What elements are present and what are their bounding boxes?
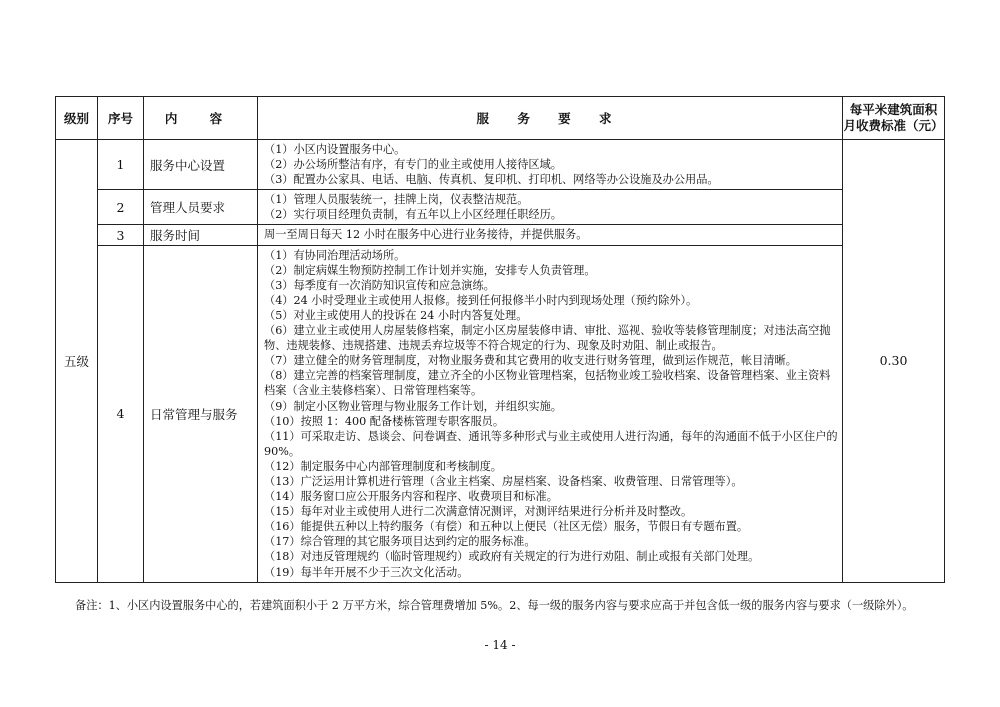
requirement-item: （1）管理人员服装统一，挂牌上岗，仪表整洁规范。 xyxy=(264,193,529,207)
requirement-item: （7）建立健全的财务管理制度，对物业服务费和其它费用的收支进行财务管理，做到运作规范，帐目清晰。 xyxy=(264,354,797,368)
requirement-item: （19）每半年开展不少于三次文化活动。 xyxy=(264,565,469,579)
table-row xyxy=(56,225,945,245)
header-fee xyxy=(843,97,945,140)
content-name-cell: 管理人员要求 xyxy=(144,190,258,225)
requirement-item: （6）建立业主或使用人房屋装修档案，制定小区房屋装修申请、审批、巡视、验收等装修管理制度；对违法高空抛物、违规装修、违规搭建、违规丢弃垃圾等不符合规定的行为、现象及时劝阻、制止或报告。 xyxy=(264,324,831,353)
requirement-item: （8）建立完善的档案管理制度，建立齐全的小区物业管理档案，包括物业竣工验收档案、设备管理档案、业主资料档案（含业主装修档案）、日常管理档案等。 xyxy=(264,369,831,398)
requirements-cell xyxy=(258,245,843,582)
requirements-cell xyxy=(258,225,843,245)
header-fee-line1: 每平米建筑面积 xyxy=(849,102,938,117)
requirement-item: （3）配置办公家具、电话、电脑、传真机、复印机、打印机、网络等办公设施及办公用品。 xyxy=(264,173,719,187)
requirement-item: （5）对业主或使用人的投诉在 24 小时内答复处理。 xyxy=(264,308,528,322)
requirement-item: （13）广泛运用计算机进行管理（含业主档案、房屋档案、设备档案、收费管理、日常管理等）。 xyxy=(264,474,743,488)
requirement-item: （1）有协同治理活动场所。 xyxy=(264,248,406,262)
requirement-item: （9）制定小区物业管理与物业服务工作计划，并组织实施。 xyxy=(264,399,562,413)
level-cell: 五级 xyxy=(56,140,98,583)
footnote: 备注：1、小区内设置服务中心的，若建筑面积小于 2 万平方米，综合管理费增加 5%。2、每一级的服务内容与要求应高于并包含低一级的服务内容与要求（一级除外）。 xyxy=(75,599,914,612)
requirement-item: （4）24 小时受理业主或使用人报修。接到任何报修半小时内到现场处理（预约除外）。 xyxy=(264,293,698,307)
requirement-item: （15）每年对业主或使用人进行二次满意情况测评，对测评结果进行分析并及时整改。 xyxy=(264,505,693,519)
requirement-item: （16）能提供五种以上特约服务（有偿）和五种以上便民（社区无偿）服务，节假日有专题布置。 xyxy=(264,520,749,534)
requirement-item: （1）小区内设置服务中心。 xyxy=(264,143,406,156)
header-requirements: 服 务 要 求 xyxy=(258,97,843,140)
requirements-cell xyxy=(258,140,843,190)
header-level: 级别 xyxy=(56,97,98,140)
requirement-item: （2）办公场所整洁有序，有专门的业主或使用人接待区域。 xyxy=(264,158,562,172)
fee-cell: 0.30 xyxy=(843,140,945,583)
page-number: - 14 - xyxy=(484,638,516,652)
header-seq: 序号 xyxy=(98,97,144,140)
requirement-item: （17）综合管理的其它服务项目达到约定的服务标准。 xyxy=(264,535,536,549)
service-standard-table xyxy=(55,96,945,583)
requirement-item: （14）服务窗口应公开服务内容和程序、收费项目和标准。 xyxy=(264,490,558,504)
requirement-item: 周一至周日每天 12 小时在服务中心进行业务接待，并提供服务。 xyxy=(264,228,588,242)
content-name-cell: 日常管理与服务 xyxy=(144,245,258,582)
requirements-cell xyxy=(258,190,843,225)
requirement-item: （10）按照 1：400 配备楼栋管理专职客服员。 xyxy=(264,414,505,428)
table-row xyxy=(56,245,945,582)
seq-cell: 4 xyxy=(98,245,144,582)
requirement-item: （2）实行项目经理负责制，有五年以上小区经理任职经历。 xyxy=(264,208,562,222)
table-row xyxy=(56,190,945,225)
header-fee-line2: 月收费标准（元） xyxy=(843,118,944,133)
content-name-cell: 服务中心设置 xyxy=(144,140,258,190)
seq-cell: 1 xyxy=(98,140,144,190)
content-name-cell: 服务时间 xyxy=(144,225,258,245)
header-content: 内 容 xyxy=(144,97,258,140)
requirement-item: （11）可采取走访、恳谈会、问卷调查、通讯等多种形式与业主或使用人进行沟通，每年的沟通面不低于小区住户的 90%。 xyxy=(264,429,838,458)
seq-cell: 2 xyxy=(98,190,144,225)
table-header-row xyxy=(56,97,945,140)
seq-cell: 3 xyxy=(98,225,144,245)
requirement-item: （18）对违反管理规约（临时管理规约）或政府有关规定的行为进行劝阻、制止或报有关部门处理。 xyxy=(264,550,760,564)
requirement-item: （12）制定服务中心内部管理制度和考核制度。 xyxy=(264,459,502,473)
requirement-item: （2）制定病媒生物预防控制工作计划并实施，安排专人负责管理。 xyxy=(264,263,596,277)
requirement-item: （3）每季度有一次消防知识宣传和应急演练。 xyxy=(264,278,495,292)
table-row xyxy=(56,140,945,190)
